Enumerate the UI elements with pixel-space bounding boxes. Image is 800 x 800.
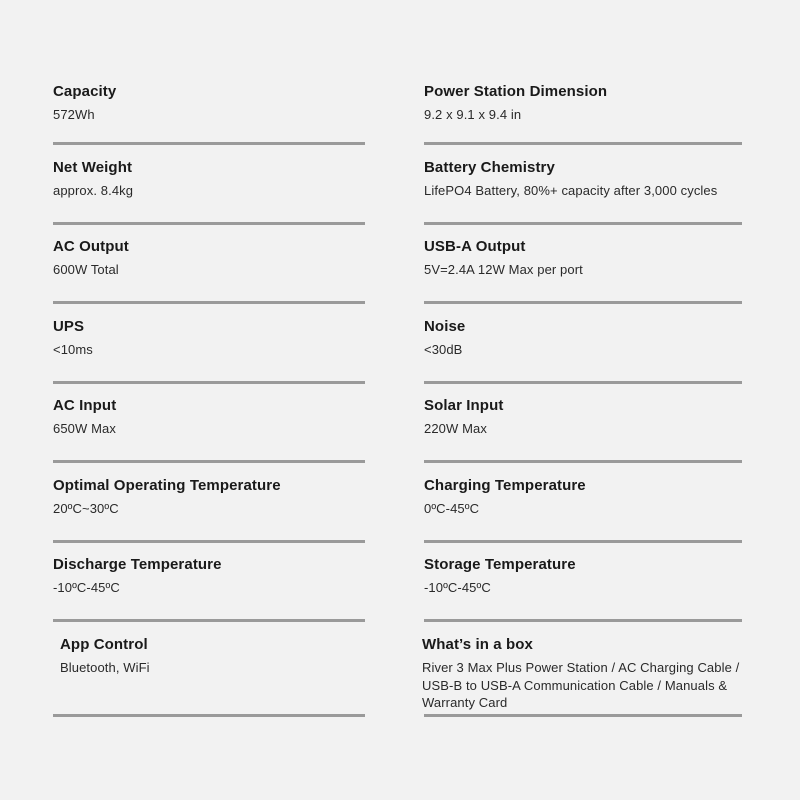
divider: [424, 460, 742, 463]
spec-optimal-operating-temperature: [53, 477, 281, 518]
spec-noise: [424, 318, 465, 359]
spec-label: USB-A Output: [424, 238, 526, 255]
spec-app-control: [60, 636, 150, 677]
spec-value: 20ºC~30ºC: [53, 501, 119, 516]
spec-value: 220W Max: [424, 421, 487, 436]
spec-label: Net Weight: [53, 159, 133, 176]
divider: [424, 301, 742, 304]
spec-battery-chemistry: [424, 159, 754, 200]
spec-label: What’s in a box: [422, 636, 533, 653]
divider: [424, 222, 742, 225]
divider: [53, 142, 365, 145]
spec-power-station-dimension: [424, 83, 607, 124]
spec-usb-a-output: [424, 238, 583, 279]
spec-value: 9.2 x 9.1 x 9.4 in: [424, 107, 522, 122]
spec-solar-input: [424, 397, 503, 438]
spec-net-weight: [53, 159, 133, 200]
spec-label: Charging Temperature: [424, 477, 586, 494]
spec-value: Bluetooth, WiFi: [60, 660, 150, 675]
divider: [53, 301, 365, 304]
divider: [424, 381, 742, 384]
spec-value: 5V=2.4A 12W Max per port: [424, 262, 583, 277]
spec-label: Power Station Dimension: [424, 83, 608, 100]
spec-value: River 3 Max Plus Power Station / AC Charging Cable / USB-B to USB-A Communication Cable / Manuals & Warranty Card: [422, 660, 740, 710]
spec-ac-output: [53, 238, 129, 279]
spec-value: 650W Max: [53, 421, 116, 436]
spec-label: UPS: [53, 318, 85, 335]
spec-value: -10ºC-45ºC: [53, 580, 120, 595]
spec-value: -10ºC-45ºC: [424, 580, 491, 595]
spec-value: 0ºC-45ºC: [424, 501, 480, 516]
spec-ac-input: [53, 397, 116, 438]
spec-discharge-temperature: [53, 556, 222, 597]
divider: [424, 714, 742, 717]
divider: [424, 619, 742, 622]
spec-label: Solar Input: [424, 397, 504, 414]
spec-capacity: [53, 83, 116, 124]
spec-label: AC Output: [53, 238, 129, 255]
divider: [53, 714, 365, 717]
spec-label: Noise: [424, 318, 466, 335]
spec-whats-in-a-box: [422, 636, 752, 712]
spec-storage-temperature: [424, 556, 576, 597]
divider: [53, 460, 365, 463]
divider: [53, 381, 365, 384]
spec-value: <30dB: [424, 342, 463, 357]
spec-value: <10ms: [53, 342, 93, 357]
spec-ups: [53, 318, 93, 359]
spec-value: 572Wh: [53, 107, 95, 122]
divider: [53, 619, 365, 622]
spec-value: LifePO4 Battery, 80%+ capacity after 3,000 cycles: [424, 183, 718, 198]
spec-label: Capacity: [53, 83, 117, 100]
spec-label: Discharge Temperature: [53, 556, 222, 573]
spec-label: Battery Chemistry: [424, 159, 555, 176]
divider: [53, 222, 365, 225]
spec-charging-temperature: [424, 477, 586, 518]
spec-value: 600W Total: [53, 262, 119, 277]
divider: [424, 142, 742, 145]
spec-label: AC Input: [53, 397, 117, 414]
divider: [53, 540, 365, 543]
spec-label: Storage Temperature: [424, 556, 576, 573]
spec-value: approx. 8.4kg: [53, 183, 134, 198]
spec-label: App Control: [60, 636, 148, 653]
spec-label: Optimal Operating Temperature: [53, 477, 281, 494]
divider: [424, 540, 742, 543]
